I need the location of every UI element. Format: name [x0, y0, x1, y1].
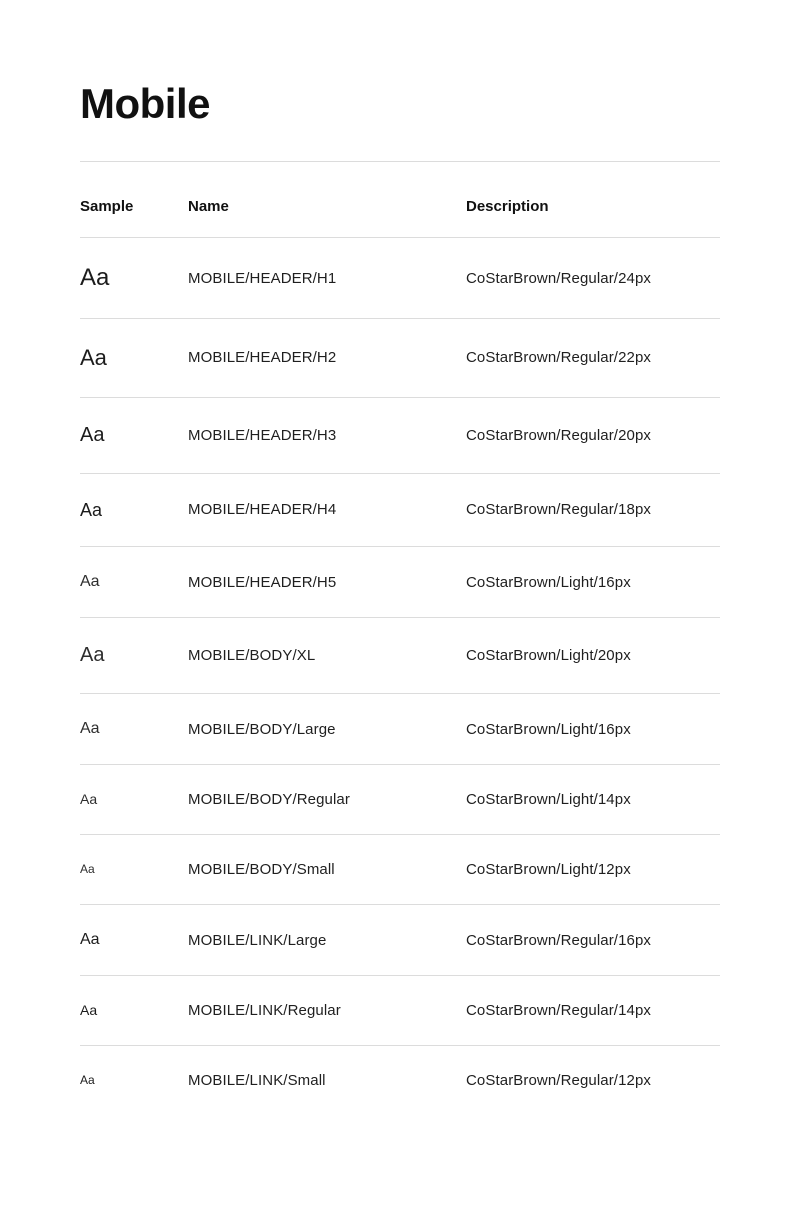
table-row	[80, 319, 720, 398]
style-description: CoStarBrown/Regular/12px	[466, 1072, 651, 1089]
style-description: CoStarBrown/Regular/24px	[466, 269, 651, 287]
typography-table-body	[80, 238, 720, 1115]
style-guide-page	[80, 80, 720, 1115]
table-row	[80, 547, 720, 618]
style-name: MOBILE/HEADER/H3	[188, 426, 337, 444]
style-name: MOBILE/LINK/Regular	[188, 1002, 341, 1019]
style-description: CoStarBrown/Light/20px	[466, 647, 631, 664]
style-name: MOBILE/BODY/Small	[188, 861, 335, 878]
style-name: MOBILE/BODY/Large	[188, 720, 336, 738]
column-header-description: Description	[466, 198, 549, 215]
style-description: CoStarBrown/Regular/18px	[466, 501, 651, 519]
table-row	[80, 1046, 720, 1115]
sample-text: Aa	[80, 720, 100, 737]
table-row	[80, 835, 720, 905]
style-description: CoStarBrown/Regular/22px	[466, 349, 651, 367]
sample-text: Aa	[80, 573, 100, 590]
style-name: MOBILE/HEADER/H4	[188, 501, 337, 519]
style-name: MOBILE/BODY/Regular	[188, 791, 350, 808]
sample-text: Aa	[80, 1073, 95, 1087]
table-row	[80, 618, 720, 694]
style-description: CoStarBrown/Light/16px	[466, 573, 631, 591]
table-row	[80, 694, 720, 765]
table-row	[80, 765, 720, 835]
sample-text: Aa	[80, 644, 105, 666]
style-name: MOBILE/LINK/Small	[188, 1072, 326, 1089]
style-description: CoStarBrown/Light/14px	[466, 791, 631, 808]
style-name: MOBILE/LINK/Large	[188, 931, 327, 949]
style-name: MOBILE/HEADER/H2	[188, 349, 337, 367]
table-row	[80, 398, 720, 474]
column-header-name: Name	[188, 198, 229, 215]
style-description: CoStarBrown/Regular/20px	[466, 426, 651, 444]
sample-text: Aa	[80, 931, 100, 948]
style-description: CoStarBrown/Regular/16px	[466, 931, 651, 949]
style-description: CoStarBrown/Regular/14px	[466, 1002, 651, 1019]
style-description: CoStarBrown/Light/16px	[466, 720, 631, 738]
table-row	[80, 238, 720, 319]
table-row	[80, 976, 720, 1046]
sample-text: Aa	[80, 264, 110, 291]
sample-text: Aa	[80, 862, 95, 876]
sample-text: Aa	[80, 1001, 98, 1018]
style-name: MOBILE/HEADER/H1	[188, 269, 337, 287]
table-header-row	[80, 162, 720, 238]
table-row	[80, 474, 720, 548]
sample-text: Aa	[80, 499, 103, 520]
sample-text: Aa	[80, 345, 107, 370]
style-name: MOBILE/HEADER/H5	[188, 573, 337, 591]
column-header-sample: Sample	[80, 198, 134, 215]
sample-text: Aa	[80, 423, 105, 446]
table-row	[80, 905, 720, 976]
style-description: CoStarBrown/Light/12px	[466, 861, 631, 878]
page-title: Mobile	[80, 80, 210, 127]
style-name: MOBILE/BODY/XL	[188, 647, 316, 664]
sample-text: Aa	[80, 790, 98, 807]
